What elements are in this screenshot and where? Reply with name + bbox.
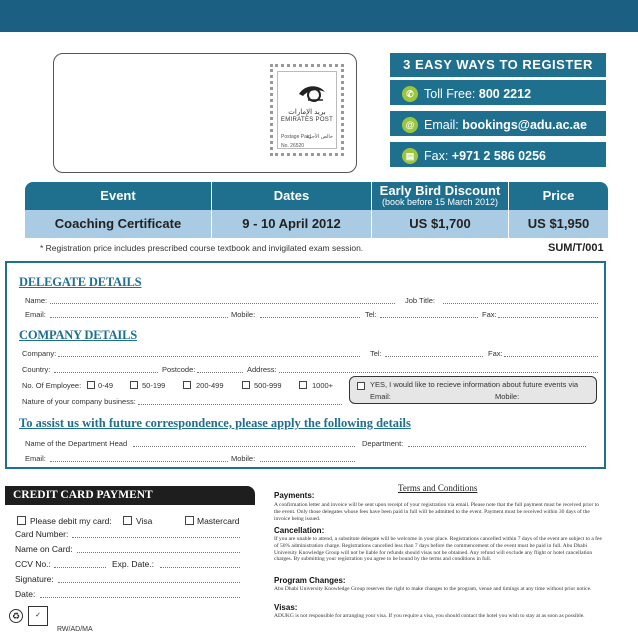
cancellation-heading: Cancellation: — [274, 526, 325, 535]
booking-email: bookings@adu.ac.ae — [462, 118, 587, 132]
visas-text: ADUKG is not responsible for arranging your visa. If you require a visa, you should contact the hotel you wish to stay at as soon as possible. — [274, 613, 585, 619]
date-input[interactable] — [40, 597, 240, 598]
emirates-post-logo-icon — [297, 80, 327, 106]
name-on-card-label: Name on Card: — [15, 544, 73, 554]
early-bird-note: (book before 15 March 2012) — [381, 197, 499, 207]
exp-date-label: Exp. Date.: — [112, 559, 155, 569]
price-note: * Registration price includes prescribed course textbook and invigilated exam session. — [40, 243, 364, 253]
job-title-input[interactable] — [443, 303, 598, 304]
terms-title: Terms and Conditions — [398, 483, 478, 493]
header-price: Price — [508, 182, 608, 210]
card-number-input[interactable] — [72, 537, 240, 538]
registration-panel — [390, 53, 606, 169]
company-details-title: COMPANY DETAILS — [19, 328, 137, 342]
stamp-number: No. 26520 — [281, 143, 305, 149]
correspondence-email-label: Email: — [25, 454, 46, 463]
signature-input[interactable] — [58, 582, 240, 583]
department-head-label: Name of the Department Head — [25, 439, 128, 448]
tel-input[interactable] — [380, 317, 478, 318]
mobile-label: Mobile: — [231, 310, 256, 319]
correspondence-title: To assist us with future correspondence, please apply the following details — [19, 416, 411, 430]
optin-text: YES, I would like to recieve information about future events via — [370, 380, 579, 389]
header-early-bird: Early Bird Discount (book before 15 March 2012) — [371, 182, 508, 210]
employees-checkbox-500-999[interactable] — [242, 381, 250, 389]
company-input[interactable] — [58, 356, 360, 357]
employees-checkbox-50-199[interactable] — [130, 381, 138, 389]
company-label: Company: — [22, 349, 57, 358]
event-price: US $1,950 — [508, 210, 608, 238]
optin-mobile-label: Mobile: — [495, 392, 520, 401]
address-label: Address: — [247, 365, 277, 374]
mobile-input[interactable] — [260, 317, 360, 318]
stamp-english-text: EMIRATES POST — [280, 117, 334, 123]
footer-code: RW/AD/MA — [57, 626, 93, 633]
visas-heading: Visas: — [274, 603, 298, 612]
department-head-input[interactable] — [133, 446, 355, 447]
fax-input[interactable] — [498, 317, 598, 318]
company-fax-input[interactable] — [504, 356, 598, 357]
credit-card-title: CREDIT CARD PAYMENT — [5, 486, 255, 505]
top-banner — [0, 0, 638, 32]
registration-form — [5, 261, 606, 469]
future-events-optin — [349, 376, 597, 404]
fax-number: +971 2 586 0256 — [451, 149, 546, 163]
employees-label: No. Of Employee: — [22, 381, 82, 390]
country-input[interactable] — [54, 372, 158, 373]
postcode-label: Postcode: — [162, 365, 196, 374]
table-row — [25, 210, 608, 238]
employees-checkbox-200-499[interactable] — [183, 381, 191, 389]
stamp-arabic-text: بريد الإمارات — [288, 108, 326, 116]
payments-text: A confirmation letter and invoice will be sent upon receipt of your registration via email. Please note that the full payment must be received prior to the event. Only those delegates whose fees have been paid in full will be admitted to the event. Payment must be received within 30 days of the invoice being issued. — [274, 502, 600, 522]
postage-stamp — [270, 64, 344, 156]
employees-checkbox-0-49[interactable] — [87, 381, 95, 389]
correspondence-mobile-label: Mobile: — [231, 454, 256, 463]
header-event: Event — [100, 188, 136, 203]
country-label: Country: — [22, 365, 51, 374]
fax-label: Fax: — [482, 310, 497, 319]
mastercard-label: Mastercard — [197, 516, 240, 526]
correspondence-email-input[interactable] — [50, 461, 228, 462]
event-dates: 9 - 10 April 2012 — [211, 210, 371, 238]
fax-icon: ▤ — [402, 148, 418, 164]
employees-checkbox-1000-plus[interactable] — [299, 381, 307, 389]
program-changes-heading: Program Changes: — [274, 576, 346, 585]
phone-icon: ✆ — [402, 86, 418, 102]
tel-label: Tel: — [365, 310, 377, 319]
cancellation-text: If you are unable to attend, a substitute delegate will be welcome in your place. Registrations cancelled within 7 days of the event are subject to a fee of 50% administration charge. Registrations cancelled less than 7 days before the commencement of the event must be paid in full. Abu Dhabi University Knowledge Group will not be liable for refunds should visas not be obtained. Any refund will exclude any flight or hotel cancellation charges. By submitting your registration you agree to be bound by the terms and conditions in full. — [274, 536, 602, 563]
toll-free-number: 800 2212 — [478, 87, 532, 101]
delegate-details-title: DELEGATE DETAILS — [19, 275, 142, 289]
early-bird-price: US $1,700 — [371, 210, 508, 238]
name-on-card-input[interactable] — [77, 552, 240, 553]
postcode-input[interactable] — [197, 372, 243, 373]
debit-card-checkbox[interactable] — [17, 516, 26, 525]
visa-label: Visa — [136, 516, 153, 526]
company-tel-label: Tel: — [370, 349, 382, 358]
registration-title: 3 EASY WAYS TO REGISTER — [390, 53, 606, 77]
program-changes-text: Abu Dhabi University Knowledge Group reserves the right to make changes to the program, venue and timings at any time without prior notice. — [274, 586, 592, 592]
email-label: Email: — [25, 310, 46, 319]
header-dates: Dates — [211, 182, 371, 210]
postage-paid: Postage Paid — [281, 134, 311, 140]
department-input[interactable] — [408, 446, 586, 447]
job-title-label: Job Title: — [405, 296, 436, 305]
email-input[interactable] — [50, 317, 228, 318]
business-input[interactable] — [138, 404, 342, 405]
company-tel-input[interactable] — [385, 356, 483, 357]
recycle-icon: ♻ — [9, 609, 23, 623]
name-label: Name: — [25, 296, 48, 305]
mastercard-checkbox[interactable] — [185, 516, 194, 525]
postage-paid-arabic: خالص الأجرة — [306, 134, 333, 140]
event-name: Coaching Certificate — [54, 216, 182, 231]
optin-checkbox[interactable] — [357, 382, 365, 390]
correspondence-mobile-input[interactable] — [260, 461, 355, 462]
card-number-label: Card Number: — [15, 529, 69, 539]
department-label: Department: — [362, 439, 404, 448]
toll-free-row[interactable]: ✆ Toll Free: 800 2212 — [390, 77, 606, 105]
exp-date-input[interactable] — [160, 567, 240, 568]
event-table-header — [25, 182, 608, 210]
event-code: SUM/T/001 — [548, 242, 604, 254]
fsc-logo-icon: ✓ — [28, 606, 48, 626]
ccv-input[interactable] — [54, 567, 106, 568]
debit-card-label: Please debit my card: — [30, 516, 112, 526]
payments-heading: Payments: — [274, 491, 315, 500]
signature-label: Signature: — [15, 574, 54, 584]
at-sign-icon: @ — [402, 117, 418, 133]
date-label: Date: — [15, 589, 36, 599]
company-fax-label: Fax: — [488, 349, 503, 358]
address-window — [53, 53, 357, 173]
visa-checkbox[interactable] — [123, 516, 132, 525]
fax-row[interactable]: ▤ Fax: +971 2 586 0256 — [390, 139, 606, 167]
ccv-label: CCV No.: — [15, 559, 51, 569]
email-row[interactable]: @ Email: bookings@adu.ac.ae — [390, 108, 606, 136]
name-input[interactable] — [50, 303, 395, 304]
optin-email-label: Email: — [370, 392, 391, 401]
address-input[interactable] — [279, 372, 598, 373]
business-label: Nature of your company business: — [22, 397, 136, 406]
